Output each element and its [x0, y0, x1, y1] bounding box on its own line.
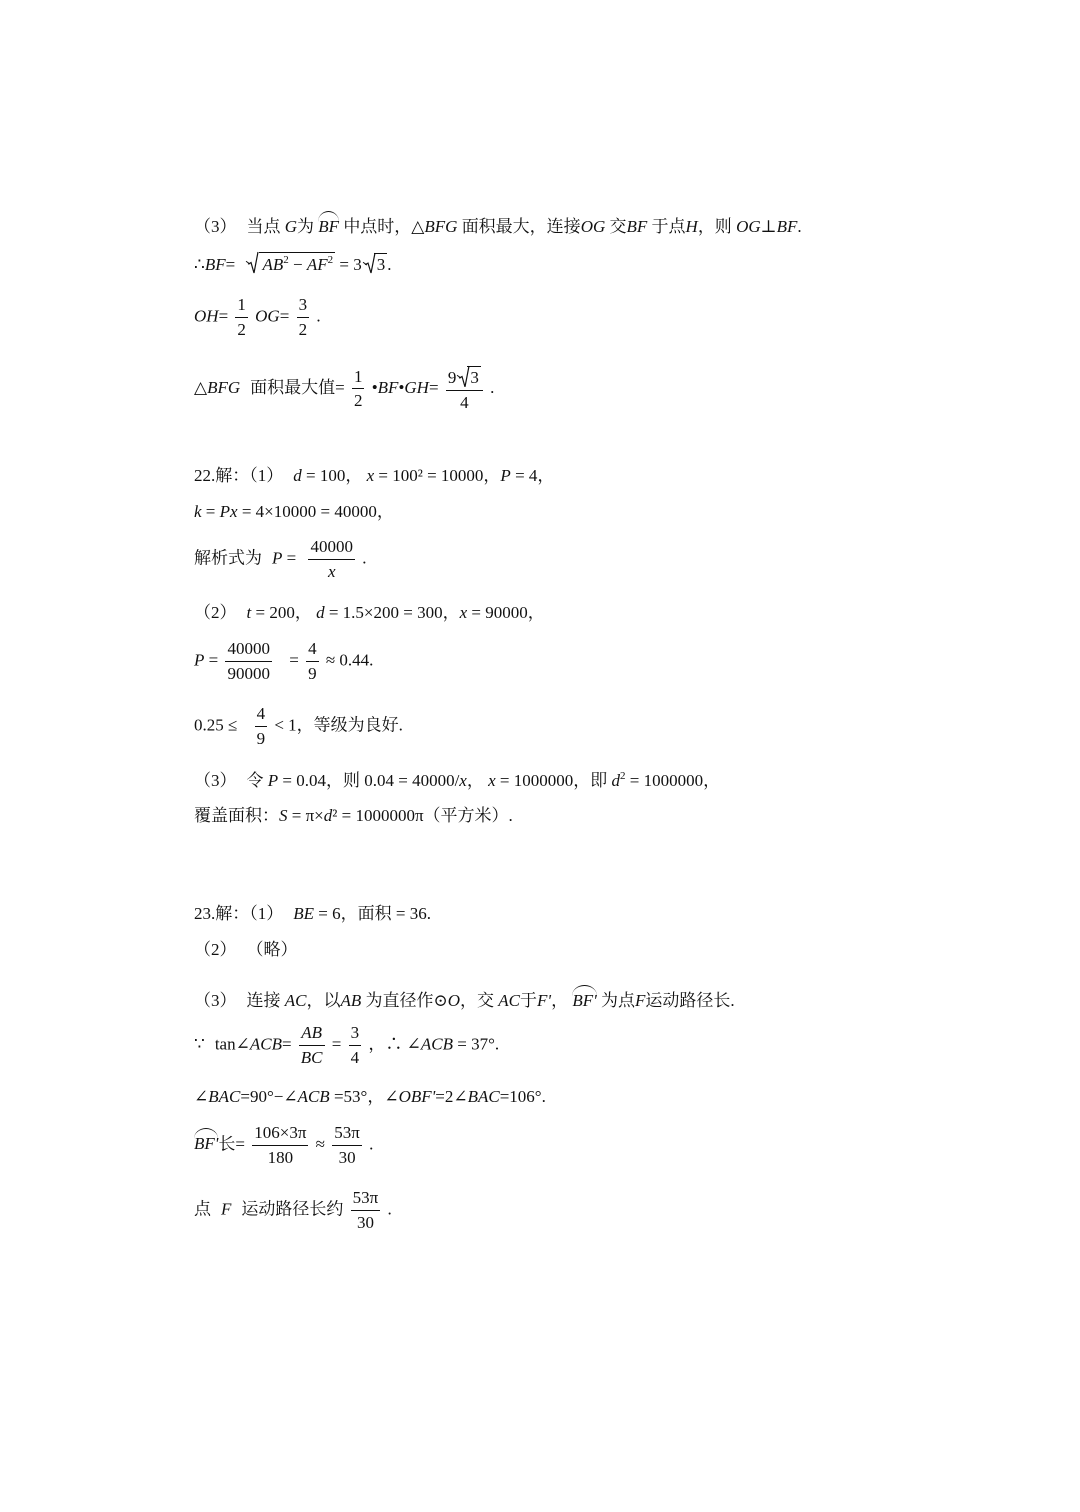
arc-bf-prime-icon: BF'	[194, 1129, 218, 1152]
q23-line6: BF'长= $\frac{106\times 3\pi}{180}$ ≈ $\frac{53\pi}{30}$ .	[194, 1123, 374, 1167]
sqrt-icon: $AB^2 - AF^2$	[245, 252, 335, 273]
fraction: $\frac{AB}{BC}$	[300, 1023, 323, 1067]
q21-bf-formula: ∴BF= $AB^2 - AF^2 = 3$ 3 .	[194, 254, 392, 274]
arc-bf-prime-icon: BF'	[572, 986, 596, 1009]
q23-line2: （2） （略）	[194, 940, 298, 959]
q23-line4: ∵ tan∠ACB= $\frac{AB}{BC}$ = $\frac{3}{4}$ ，∴ ∠ACB = 37°.	[194, 1023, 500, 1067]
fraction: 9 3 4	[446, 366, 483, 412]
q22-line6: 0.25 ≤ $\frac{4}{9}$ < 1，等级为良好.	[194, 704, 403, 748]
q21-area-max: △BFG 面积最大值= $\frac{1}{2}$ •BF•GH= 9 3 4 .	[194, 366, 495, 412]
q21-oh-formula: OH= $\frac{1}{2}$ OG= $\frac{3}{2}$ .	[194, 295, 321, 339]
sqrt-icon: 3	[456, 366, 481, 387]
sqrt-icon: 3	[362, 253, 388, 273]
fraction: $\frac{3}{2}$	[298, 295, 308, 339]
fraction: $\frac{3}{4}$	[350, 1023, 360, 1067]
q22-line3: 解析式为 P = $\frac{40000}{x}$ .	[194, 537, 367, 581]
q22-line2: k = Px = 4×10000 = 40000，	[194, 502, 394, 521]
q21-part3-line1: （3） 当点 G为 BF 中点时，△BFG 面积最大，连接OG 交BF 于点H，则 OG⊥BF.	[194, 212, 802, 235]
q23-line3: （3） 连接 AC，以AB 为直径作⊙O，交 AC于F'， BF' 为点F运动路径长.	[194, 986, 735, 1009]
q22-line1: 22.解：（1） d = 100， x = 100² = 10000，P = 4，	[194, 466, 555, 485]
fraction: $\frac{53\pi}{30}$	[334, 1123, 360, 1167]
fraction: $\frac{1}{2}$	[353, 366, 363, 411]
q22-line7: （3） 令 P = 0.04，则 0.04 = 40000/x， x = 1000000，即 $d^2 = 1000000$，	[194, 770, 721, 790]
q22-line5: P = $\frac{40000}{90000}$ = $\frac{4}{9}$ ≈ 0.44.	[194, 639, 374, 683]
fraction: $\frac{40000}{90000}$	[227, 639, 270, 683]
q23-line1: 23.解：（1） BE = 6，面积 = 36.	[194, 904, 431, 923]
fraction: $\frac{40000}{x}$	[310, 537, 353, 581]
arc-bf-icon: BF	[318, 212, 339, 235]
q23-line5: ∠BAC=90°−∠ACB =53°，∠OBF'=2∠BAC=106°.	[194, 1087, 546, 1106]
fraction: $\frac{106\times 3\pi}{180}$	[254, 1123, 307, 1167]
q23-line7: 点 F 运动路径长约 $\frac{53\pi}{30}$ .	[194, 1188, 392, 1232]
fraction: $\frac{4}{9}$	[308, 639, 317, 683]
q22-line4: （2） t = 200， d = 1.5×200 = 300，x = 90000，	[194, 603, 545, 622]
fraction: $\frac{1}{2}$	[237, 295, 246, 339]
q22-line8: 覆盖面积：S = π×d² = 1000000π（平方米）.	[194, 806, 513, 825]
fraction: $\frac{4}{9}$	[256, 704, 266, 748]
fraction: $\frac{53\pi}{30}$	[352, 1188, 379, 1232]
